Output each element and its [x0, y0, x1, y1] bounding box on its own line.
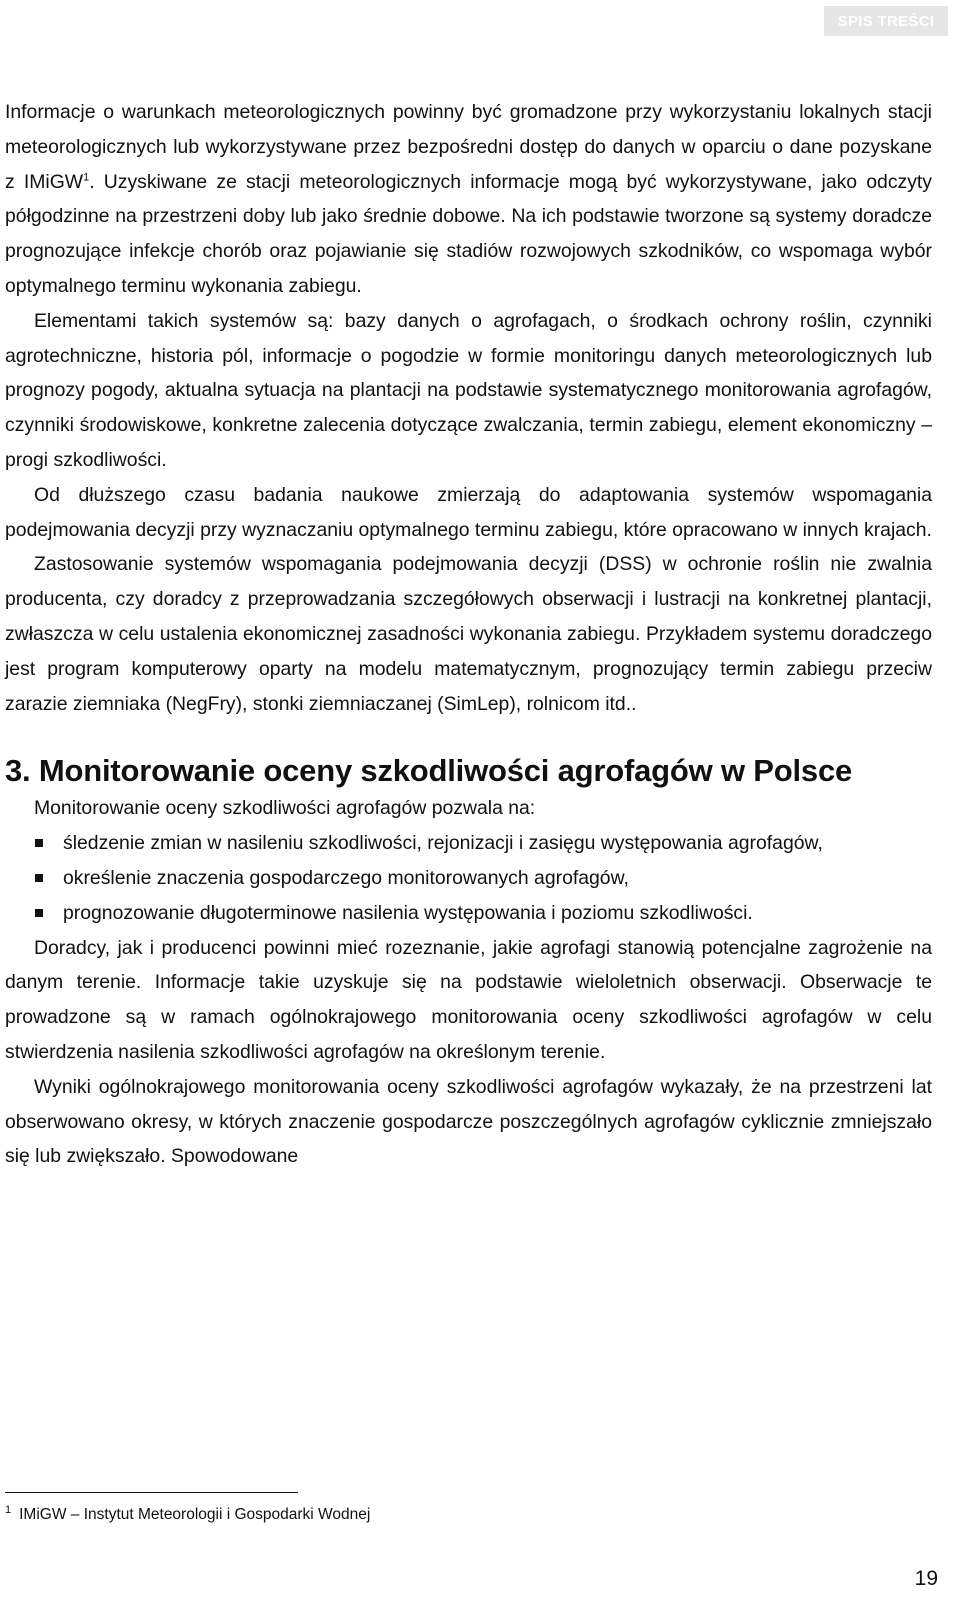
list-item-text: określenie znaczenia gospodarczego monitorowanych agrofagów, — [63, 866, 629, 889]
footnote — [5, 1500, 370, 1525]
page-content — [5, 95, 932, 1174]
bullet-list — [5, 826, 932, 930]
table-of-contents-button[interactable]: SPIS TREŚCI — [824, 6, 948, 36]
paragraph-weather-info — [5, 95, 932, 304]
paragraph-results: Wyniki ogólnokrajowego monitorowania oceny szkodliwości agrofagów wykazały, że na przestrzeni lat obserwowano okresy, w których znaczenie gospodarcze poszczególnych agrofagów cyklicznie zmniejszało się lub zwiększało. Spowodowane — [5, 1075, 932, 1168]
paragraph-text: . Uzyskiwane ze stacji meteorologicznych informacje mogą być wykorzystywane, jako odczyty półgodzinne na przestrzeni doby lub jako średnie dobowe. Na ich podstawie tworzone są systemy doradcze prognozujące infekcje chorób oraz pojawianie się stadiów rozwojowych szkodników, co wspomaga wybór optymalnego terminu wykonania zabiegu. — [5, 170, 932, 297]
footnote-divider — [5, 1492, 298, 1493]
paragraph-dss: Zastosowanie systemów wspomagania podejmowania decyzji (DSS) w ochronie roślin nie zwalnia producenta, czy doradcy z przeprowadzania szczegółowych obserwacji i lustracji na konkretnej plantacji, zwłaszcza w celu ustalenia ekonomicznej zasadności wykonania zabiegu. Przykładem systemu doradczego jest program komputerowy oparty na modelu matematycznym, prognozujący termin zabiegu przeciw zarazie ziemniaka (NegFry), stonki ziemniaczanej (SimLep), rolnicom itd.. — [5, 553, 932, 715]
paragraph-research: Od dłuższego czasu badania naukowe zmierzają do adaptowania systemów wspomagania podejmowania decyzji przy wyznaczaniu optymalnego terminu zabiegu, które opracowano w innych krajach. — [5, 483, 932, 541]
list-item — [5, 896, 932, 931]
page-number: 19 — [914, 1567, 938, 1590]
list-item — [5, 861, 932, 896]
list-item-text: prognozowanie długoterminowe nasilenia występowania i poziomu szkodliwości. — [63, 901, 753, 924]
paragraph-text: Informacje o warunkach meteorologicznych powinny być gromadzone przy wykorzystaniu lokalnych stacji meteorologicznych lub wykorzystywane przez bezpośredni dostęp do danych w oparciu o dane pozyskane z IMiGW — [5, 101, 932, 193]
square-bullet-icon — [35, 874, 43, 882]
square-bullet-icon — [35, 909, 43, 917]
section-heading: 3. Monitorowanie oceny szkodliwości agrofagów w Polsce — [5, 753, 853, 789]
paragraph-system-elements: Elementami takich systemów są: bazy danych o agrofagach, o środkach ochrony roślin, czynniki agrotechniczne, historia pól, informacje o pogodzie w formie monitoringu danych meteorologicznych lub prognozy pogody, aktualna sytuacja na plantacji na podstawie systematycznego monitorowania agrofagów, czynniki środowiskowe, konkretne zalecenia dotyczące zwalczania, termin zabiegu, element ekonomiczny – progi szkodliwości. — [5, 309, 932, 471]
footnote-text: IMiGW – Instytut Meteorologii i Gospodarki Wodnej — [19, 1506, 371, 1524]
square-bullet-icon — [35, 839, 43, 847]
section-intro: Monitorowanie oceny szkodliwości agrofagów pozwala na: — [34, 797, 536, 820]
footnote-reference[interactable]: 1 — [83, 171, 90, 184]
paragraph-advisors: Doradcy, jak i producenci powinni mieć rozeznanie, jakie agrofagi stanowią potencjalne zagrożenie na danym terenie. Informacje takie uzyskuje się na podstawie wieloletnich obserwacji. Obserwacje te prowadzone są w ramach ogólnokrajowego monitorowania oceny szkodliwości agrofagów w celu stwierdzenia nasilenia szkodliwości agrofagów na określonym terenie. — [5, 936, 932, 1063]
list-item-text: śledzenie zmian w nasileniu szkodliwości, rejonizacji i zasięgu występowania agrofagów, — [63, 832, 823, 855]
list-item — [5, 826, 932, 861]
footnote-mark: 1 — [5, 1504, 12, 1516]
